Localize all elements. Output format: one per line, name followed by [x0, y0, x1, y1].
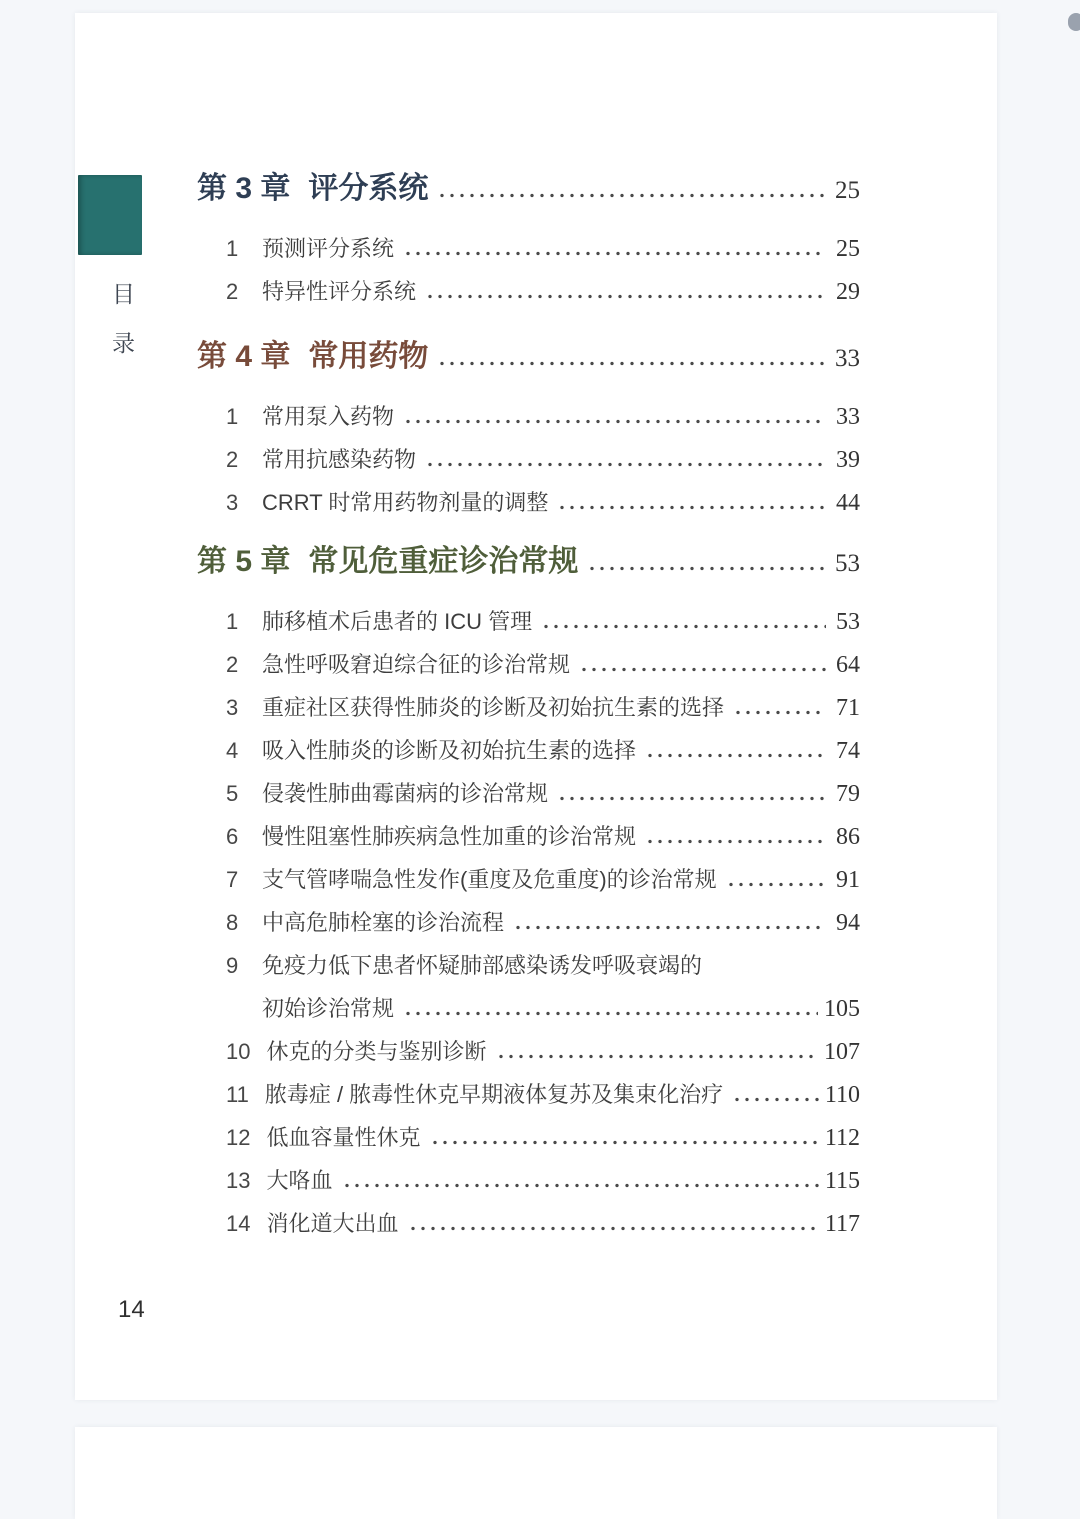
section-spacer — [197, 524, 860, 534]
dot-leader — [430, 1140, 819, 1145]
entry-number: 8 — [226, 910, 239, 935]
dot-leader — [403, 1011, 818, 1016]
entry-page-number: 53 — [836, 609, 860, 635]
entry-number: 13 — [226, 1168, 251, 1193]
chapter-title: 评分系统 — [308, 172, 429, 205]
entry-number: 2 — [226, 652, 239, 677]
toc-entry — [197, 815, 860, 858]
dot-leader — [579, 667, 826, 672]
page-number: 14 — [118, 1296, 145, 1323]
entry-title: 休克的分类与鉴别诊断 — [266, 1039, 487, 1064]
entry-page-number: 112 — [824, 1125, 860, 1151]
dot-leader — [408, 1226, 819, 1231]
entry-number: 14 — [226, 1211, 251, 1236]
entry-page-number: 94 — [836, 910, 860, 936]
entry-title: 预测评分系统 — [262, 236, 395, 261]
toc-entry — [197, 1159, 860, 1202]
dot-leader — [541, 624, 826, 629]
entry-number: 3 — [226, 490, 239, 515]
entry-title: 低血容量性休克 — [266, 1125, 421, 1150]
entry-title: 消化道大出血 — [266, 1211, 399, 1236]
dot-leader — [645, 753, 826, 758]
entry-title: 特异性评分系统 — [262, 279, 417, 304]
chapter-page-number: 25 — [835, 177, 860, 204]
dot-leader — [645, 839, 826, 844]
entry-number: 10 — [226, 1039, 251, 1064]
entry-page-number: 79 — [836, 781, 860, 807]
entry-title: CRRT 时常用药物剂量的调整 — [262, 490, 549, 515]
toc-entry — [197, 481, 860, 524]
entry-number: 1 — [226, 404, 239, 429]
dot-leader — [342, 1183, 819, 1188]
entry-title: 常用泵入药物 — [262, 404, 395, 429]
dot-leader — [557, 796, 826, 801]
entry-page-number: 105 — [824, 996, 860, 1022]
entry-page-number: 74 — [836, 738, 860, 764]
section-spacer — [197, 313, 860, 329]
entry-title: 常用抗感染药物 — [262, 447, 417, 472]
dot-leader — [437, 193, 826, 198]
toc-entry — [197, 729, 860, 772]
chapter-bookmark-tab — [78, 175, 142, 255]
toc-entry — [197, 270, 860, 313]
chapter-number: 第 3 章 — [197, 172, 291, 205]
toc-entry — [197, 1030, 860, 1073]
entry-title: 重症社区获得性肺炎的诊断及初始抗生素的选择 — [262, 695, 725, 720]
entry-number: 2 — [226, 447, 239, 472]
dot-leader — [403, 419, 826, 424]
entry-number: 7 — [226, 867, 239, 892]
entry-page-number: 110 — [824, 1082, 860, 1108]
entry-page-number: 86 — [836, 824, 860, 850]
toc-entry — [197, 944, 860, 987]
scrollbar-thumb[interactable] — [1068, 13, 1080, 31]
toc-entry — [197, 686, 860, 729]
toc-entry — [197, 395, 860, 438]
entry-page-number: 39 — [836, 447, 860, 473]
entry-page-number: 29 — [836, 279, 860, 305]
entry-title: 急性呼吸窘迫综合征的诊治常规 — [262, 652, 571, 677]
dot-leader — [732, 1097, 819, 1102]
entry-title: 初始诊治常规 — [262, 996, 395, 1021]
dot-leader — [513, 925, 826, 930]
toc-entry — [197, 643, 860, 686]
entry-title: 支气管哮喘急性发作(重度及危重度)的诊治常规 — [262, 867, 717, 892]
entry-title: 侵袭性肺曲霉菌病的诊治常规 — [262, 781, 549, 806]
table-of-contents — [197, 161, 860, 1245]
toc-entry — [197, 1073, 860, 1116]
dot-leader — [496, 1054, 819, 1059]
entry-title: 免疫力低下患者怀疑肺部感染诱发呼吸衰竭的 — [262, 953, 703, 978]
entry-number: 2 — [226, 279, 239, 304]
chapter-heading — [197, 161, 860, 217]
entry-number: 1 — [226, 236, 239, 261]
book-page — [75, 13, 997, 1400]
dot-leader — [557, 505, 826, 510]
toc-entry — [197, 1116, 860, 1159]
dot-leader — [425, 294, 826, 299]
toc-entry — [197, 600, 860, 643]
chapter-title: 常用药物 — [308, 340, 429, 373]
dot-leader — [425, 462, 826, 467]
dot-leader — [403, 251, 826, 256]
chapter-number: 第 4 章 — [197, 340, 291, 373]
entry-title: 慢性阻塞性肺疾病急性加重的诊治常规 — [262, 824, 637, 849]
toc-entry — [197, 772, 860, 815]
entry-page-number: 71 — [836, 695, 860, 721]
toc-entry-continuation — [197, 987, 860, 1030]
entry-page-number: 117 — [824, 1211, 860, 1237]
toc-entry — [197, 227, 860, 270]
entry-title: 吸入性肺炎的诊断及初始抗生素的选择 — [262, 738, 637, 763]
chapter-page-number: 33 — [835, 345, 860, 372]
entry-number: 6 — [226, 824, 239, 849]
dot-leader — [437, 361, 826, 366]
entry-title: 中高危肺栓塞的诊治流程 — [262, 910, 505, 935]
toc-entry — [197, 858, 860, 901]
toc-entry — [197, 1202, 860, 1245]
chapter-number: 第 5 章 — [197, 545, 291, 578]
entry-number: 11 — [226, 1082, 249, 1107]
dot-leader — [587, 566, 826, 571]
entry-number: 9 — [226, 953, 239, 978]
entry-page-number: 33 — [836, 404, 860, 430]
entry-page-number: 44 — [836, 490, 860, 516]
dot-leader — [733, 710, 826, 715]
chapter-heading — [197, 329, 860, 385]
entry-title: 肺移植术后患者的 ICU 管理 — [262, 609, 533, 634]
toc-side-label — [112, 276, 135, 358]
entry-number: 3 — [226, 695, 239, 720]
toc-label-char: 录 — [112, 330, 135, 356]
chapter-heading — [197, 534, 860, 590]
entry-title: 脓毒症 / 脓毒性休克早期液体复苏及集束化治疗 — [264, 1082, 724, 1107]
entry-page-number: 64 — [836, 652, 860, 678]
entry-number: 4 — [226, 738, 239, 763]
toc-label-char: 目 — [112, 281, 135, 307]
entry-number: 12 — [226, 1125, 251, 1150]
dot-leader — [726, 882, 826, 887]
entry-page-number: 107 — [824, 1039, 860, 1065]
entry-page-number: 91 — [836, 867, 860, 893]
entry-number: 1 — [226, 609, 239, 634]
toc-entry — [197, 901, 860, 944]
entry-page-number: 115 — [824, 1168, 860, 1194]
entry-page-number: 25 — [836, 236, 860, 262]
chapter-page-number: 53 — [835, 550, 860, 577]
next-page-top-edge — [75, 1427, 997, 1519]
entry-title: 大咯血 — [266, 1168, 333, 1193]
toc-entry — [197, 438, 860, 481]
entry-number: 5 — [226, 781, 239, 806]
chapter-title: 常见危重症诊治常规 — [308, 545, 579, 578]
